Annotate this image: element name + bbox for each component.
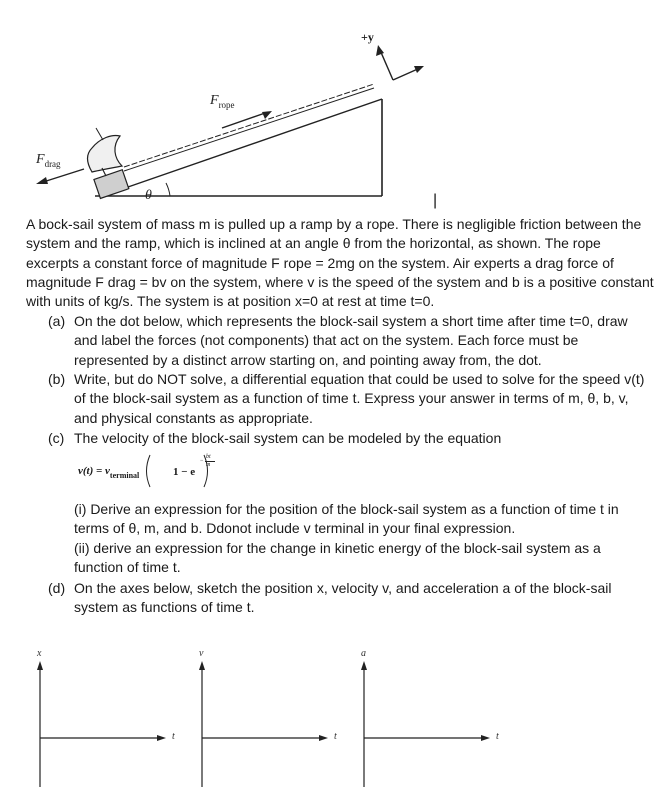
equation-one-minus: 1 − e: [173, 466, 196, 478]
ramp-diagram: [0, 0, 667, 215]
velocity-y-label: v: [199, 648, 204, 659]
rope-force-label: $F_{rope}$: [210, 93, 235, 110]
plus-y-arrowhead: [376, 45, 384, 56]
plus-y-label: +y: [361, 30, 374, 44]
plus-x-arrowhead: [414, 66, 424, 73]
position-y-label: x: [37, 648, 42, 659]
part-d: [48, 579, 652, 618]
part-c-sub: [48, 500, 652, 577]
acceleration-y-label: a: [361, 648, 366, 659]
part-b-text: Write, but do NOT solve, a differential equation that could be used to solve for the speed v(t) of the block-sail system as a function of time t. Express your answer in terms of m, θ, b, v, and physical constants as appropriate.: [74, 371, 645, 426]
part-c-sub-i: (i) Derive an expression for the position of the block-sail system as a function of time t in terms of θ, m, and b. Ddonot include v terminal in your final expression.: [74, 501, 619, 537]
equation-lhs: v(t) = v: [78, 465, 110, 477]
part-c-tag: (c): [48, 430, 65, 446]
rope-force-arrowhead: [262, 111, 272, 119]
rope-line-upper: [124, 84, 374, 167]
drag-force-arrowhead: [36, 177, 48, 184]
sail-tip: [96, 128, 103, 140]
acceleration-axes: [361, 661, 490, 787]
acceleration-x-label: t: [496, 731, 499, 742]
sketch-axes: [0, 640, 667, 787]
angle-label: θ: [145, 188, 152, 203]
part-b: [48, 370, 652, 428]
velocity-x-label: t: [334, 731, 337, 742]
part-c: [48, 429, 652, 448]
equation-exponent-numerator: bt: [206, 454, 211, 460]
stray-mark: |: [433, 192, 438, 209]
part-a-tag: (a): [48, 313, 66, 329]
velocity-axes: [199, 661, 328, 787]
equation-exponent-denominator: m: [206, 462, 211, 468]
sail: [88, 136, 123, 173]
part-d-tag: (d): [48, 580, 66, 596]
block: [94, 170, 129, 199]
equation-lhs-subscript: terminal: [109, 471, 140, 480]
part-c-sub-ii: (ii) derive an expression for the change in kinetic energy of the block-sail system as a function of time t.: [74, 539, 601, 575]
part-c-text: The velocity of the block-sail system can be modeled by the equation: [74, 430, 502, 446]
part-d-text: On the axes below, sketch the position x, velocity v, and acceleration a of the block-sail system as functions of time t.: [74, 580, 612, 616]
ramp-incline: [128, 99, 382, 187]
equation-exponent-sign: −: [200, 458, 204, 464]
position-axes: [37, 661, 166, 787]
angle-arc: [166, 183, 170, 196]
problem-intro: A bock-sail system of mass m is pulled up a ramp by a rope. There is negligible friction between the system and the ramp, which is inclined at an angle θ from the horizontal, as shown. The rope excerpts a constant force of magnitude F rope = 2mg on the system. Air experts a drag force of magnitude F drag = bv on the system, where v is the speed of the system and b is a positive constant with units of kg/s. The system is at position x=0 at rest at time t=0.: [26, 216, 654, 310]
part-a: [48, 312, 652, 370]
part-a-text: On the dot below, which represents the block-sail system a short time after time t=0, draw and label the forces (not components) that act on the system. Each force must be represented by a distinct arrow starting on, and pointing away from, the dot.: [74, 313, 628, 368]
part-b-tag: (b): [48, 371, 66, 387]
rope-line-lower: [124, 88, 374, 171]
plus-y-axis: [380, 50, 393, 80]
drag-force-label: $F_{drag}$: [36, 152, 61, 169]
position-x-label: t: [172, 731, 175, 742]
